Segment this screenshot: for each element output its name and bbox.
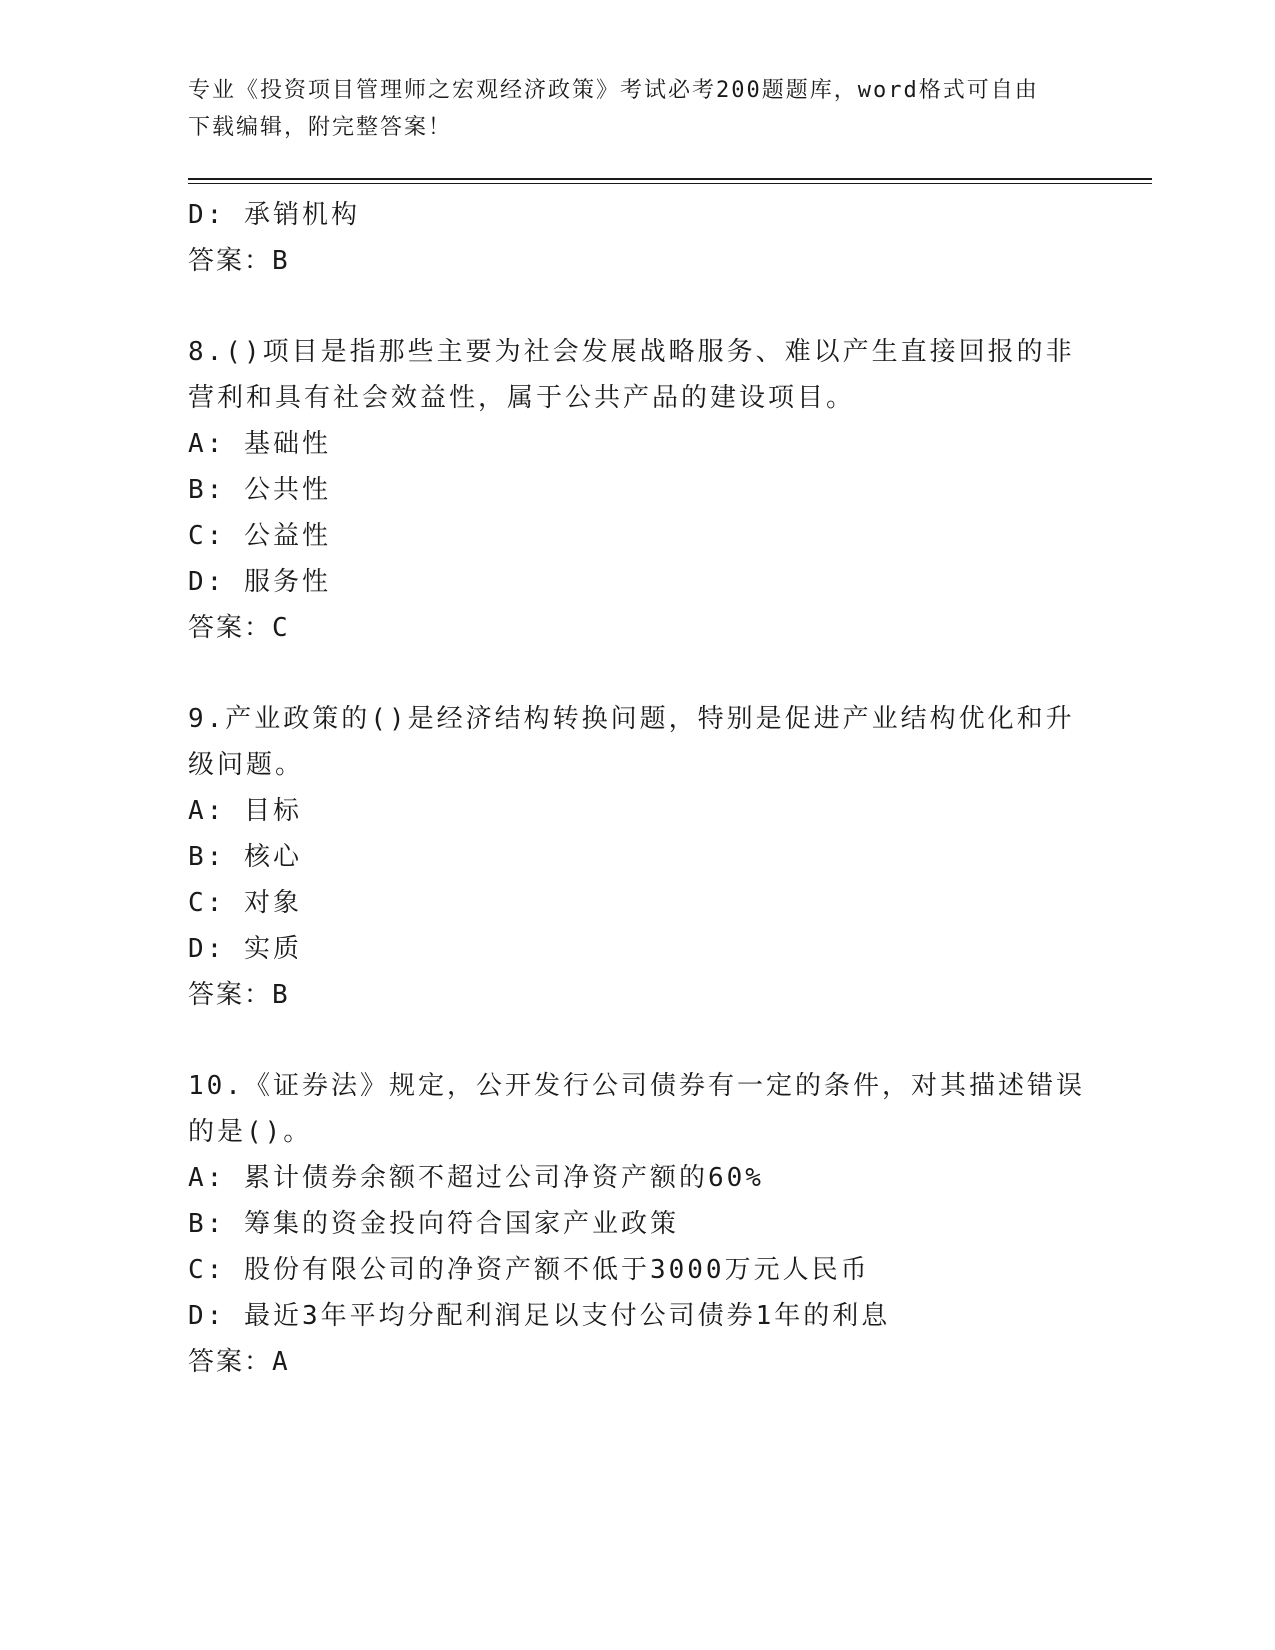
previous-question-tail: [188, 192, 1088, 284]
option-d: D: 服务性: [188, 567, 331, 597]
answer-line: 答案：A: [188, 1347, 290, 1377]
question-text-line-2: 级问题。: [188, 750, 305, 780]
option-a: A: 累计债券余额不超过公司净资产额的60%: [188, 1163, 764, 1193]
question-10: [188, 1063, 1088, 1385]
option-c: C: 对象: [188, 888, 302, 918]
option-b: B: 核心: [188, 842, 302, 872]
answer-line: 答案：C: [188, 613, 290, 643]
option-d: D: 承销机构: [188, 200, 360, 230]
question-text-line-2: 营利和具有社会效益性，属于公共产品的建设项目。: [188, 383, 856, 413]
header-divider-thin: [188, 183, 1152, 184]
document-header: [188, 72, 1088, 146]
option-a: A: 目标: [188, 796, 302, 826]
option-d: D: 最近3年平均分配利润足以支付公司债券1年的利息: [188, 1301, 891, 1331]
option-c: C: 股份有限公司的净资产额不低于3000万元人民币: [188, 1255, 870, 1285]
question-text-line-2: 的是()。: [188, 1117, 313, 1147]
document-body: [188, 192, 1088, 1385]
option-b: B: 公共性: [188, 475, 331, 505]
answer-line: 答案：B: [188, 246, 290, 276]
header-line-1: 专业《投资项目管理师之宏观经济政策》考试必考200题题库，word格式可自由: [188, 78, 1039, 103]
question-text-line-1: 8.()项目是指那些主要为社会发展战略服务、难以产生直接回报的非: [188, 337, 1075, 367]
question-8: [188, 329, 1088, 651]
option-a: A: 基础性: [188, 429, 331, 459]
option-b: B: 筹集的资金投向符合国家产业政策: [188, 1209, 679, 1239]
option-d: D: 实质: [188, 934, 302, 964]
header-line-2: 下载编辑，附完整答案！: [188, 115, 453, 140]
question-text-line-1: 9.产业政策的()是经济结构转换问题，特别是促进产业结构优化和升: [188, 704, 1075, 734]
question-text-line-1: 10.《证券法》规定，公开发行公司债券有一定的条件，对其描述错误: [188, 1071, 1085, 1101]
option-c: C: 公益性: [188, 521, 331, 551]
question-9: [188, 696, 1088, 1018]
answer-line: 答案：B: [188, 980, 290, 1010]
header-divider-thick: [188, 178, 1152, 180]
